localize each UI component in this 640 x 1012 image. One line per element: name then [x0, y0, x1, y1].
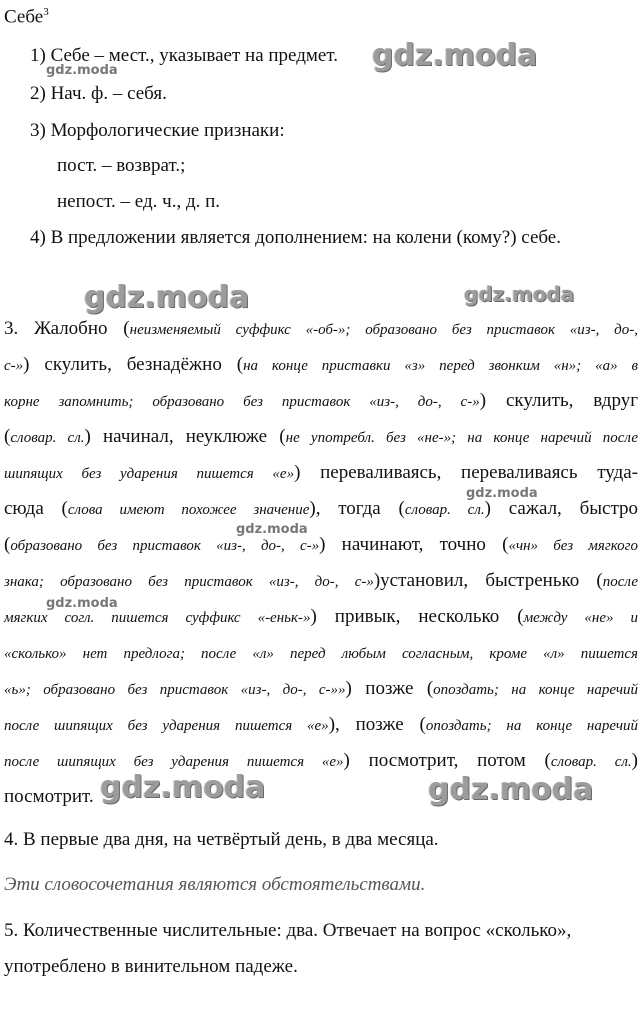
- p3-line-10: [4, 641, 638, 666]
- p3-5-c: ) переваливаясь, переваливаясь туда-: [294, 462, 638, 483]
- p3-4-d: не употребл. без «не-»; на конце наречий после: [285, 430, 638, 446]
- watermark-5: gdz.moda: [466, 486, 538, 501]
- p3-6-d: словар. сл.: [404, 502, 485, 518]
- p3-8-d: после: [602, 574, 638, 590]
- watermark-2: gdz.moda: [46, 63, 118, 78]
- p4-note: Эти словосочетания являются обстоятельствами.: [4, 874, 426, 895]
- p3-line-3: [4, 389, 638, 414]
- p3-12-b: после шипящих без ударения пишется «е»: [4, 718, 329, 734]
- p3-3-b: корне запомнить; образовано без приставок «из-, до-, с-»: [4, 394, 480, 410]
- watermark-4: gdz.moda: [464, 282, 575, 306]
- p3-1-b: неизменяемый суффикс «-об-»; образовано без приставок «из-, до-,: [129, 322, 639, 338]
- p3-2-c: ) скулить, безнадёжно (: [23, 354, 244, 375]
- p3-line-5: [4, 461, 638, 486]
- p3-line-12: [4, 713, 638, 738]
- item-4: 4) В предложении является дополнением: на колени (кому?) себе.: [30, 227, 561, 248]
- p3-7-b: образовано без приставок «из-, до-, с-»: [10, 538, 320, 554]
- p3-9-b: мягких согл. пишется суффикс «-еньк-»: [4, 610, 311, 626]
- p5-line-2: употреблено в винительном падеже.: [4, 956, 298, 977]
- p3-11-d: опоздать; на конце наречий: [433, 682, 638, 698]
- p3-7-c: ) начинают, точно (: [319, 534, 509, 555]
- item-2: 2) Нач. ф. – себя.: [30, 83, 167, 104]
- p3-line-8: [4, 569, 638, 594]
- p3-8-b: знака; образовано без приставок «из-, до-, с-»: [4, 574, 374, 590]
- p3-line-2: [4, 353, 638, 378]
- p3-2-d: на конце приставки «з» перед звонким «н»; «а» в: [243, 358, 638, 374]
- heading-sup: 3: [43, 6, 49, 18]
- p3-6-a: сюда (: [4, 498, 68, 519]
- item-3b: непост. – ед. ч., д. п.: [57, 191, 221, 212]
- p3-4-a: (: [4, 426, 11, 447]
- p3-line-7: [4, 533, 638, 558]
- p3-11-b: «ь»; образовано без приставок «из-, до-, с-»»: [4, 682, 346, 698]
- p3-13-c: ) посмотрит, потом (: [343, 750, 551, 771]
- p3-1-a: 3. Жалобно (: [4, 318, 130, 339]
- p3-4-b: словар. сл.: [10, 430, 85, 446]
- p3-6-c: ), тогда (: [309, 498, 405, 519]
- watermark-6: gdz.moda: [236, 522, 308, 537]
- watermark-9: gdz.moda: [428, 772, 594, 807]
- p3-6-e: ) сажал, быстро: [484, 498, 638, 519]
- p3-10-b: «сколько» нет предлога; после «л» перед любым согласным, кроме «л» пишется: [4, 646, 638, 662]
- p3-9-d: между «не» и: [523, 610, 638, 626]
- p3-13-b: после шипящих без ударения пишется «е»: [4, 754, 344, 770]
- p3-13-e: ): [631, 750, 638, 771]
- p3-line-14: [4, 785, 94, 809]
- heading-word: Себе: [4, 6, 44, 28]
- p3-line-11: [4, 677, 638, 702]
- p3-14-a: посмотрит.: [4, 786, 94, 807]
- p3-7-d: «чн» без мягкого: [508, 538, 638, 554]
- p3-8-c: )установил, быстренько (: [373, 570, 603, 591]
- item-1: 1) Себе – мест., указывает на предмет.: [30, 45, 338, 66]
- item-3a: пост. – возврат.;: [57, 155, 186, 176]
- p3-11-c: ) позже (: [345, 678, 434, 699]
- watermark-1: gdz.moda: [372, 38, 538, 73]
- watermark-3: gdz.moda: [84, 280, 250, 315]
- p3-9-c: ) привык, несколько (: [310, 606, 524, 627]
- p3-line-1: [4, 317, 638, 342]
- p3-12-d: опоздать; на конце наречий: [425, 718, 638, 734]
- p3-4-c: ) начинал, неуклюже (: [84, 426, 286, 447]
- watermark-8: gdz.moda: [100, 770, 266, 805]
- p3-2-b: с-»: [4, 358, 24, 374]
- p3-line-6: [4, 497, 638, 522]
- p4-text: 4. В первые два дня, на четвёртый день, в два месяца.: [4, 829, 439, 850]
- item-3: 3) Морфологические признаки:: [30, 120, 285, 141]
- p3-line-4: [4, 425, 638, 450]
- p5-line-1: 5. Количественные числительные: два. Отвечает на вопрос «сколько»,: [4, 920, 572, 941]
- p3-13-d: словар. сл.: [550, 754, 632, 770]
- heading: [4, 0, 49, 29]
- p3-5-b: шипящих без ударения пишется «е»: [4, 466, 295, 482]
- p3-3-c: ) скулить, вдруг: [479, 390, 638, 411]
- p3-7-a: (: [4, 534, 11, 555]
- watermark-7: gdz.moda: [46, 596, 118, 611]
- p3-12-c: ), позже (: [328, 714, 426, 735]
- p3-6-b: слова имеют похожее значение: [67, 502, 310, 518]
